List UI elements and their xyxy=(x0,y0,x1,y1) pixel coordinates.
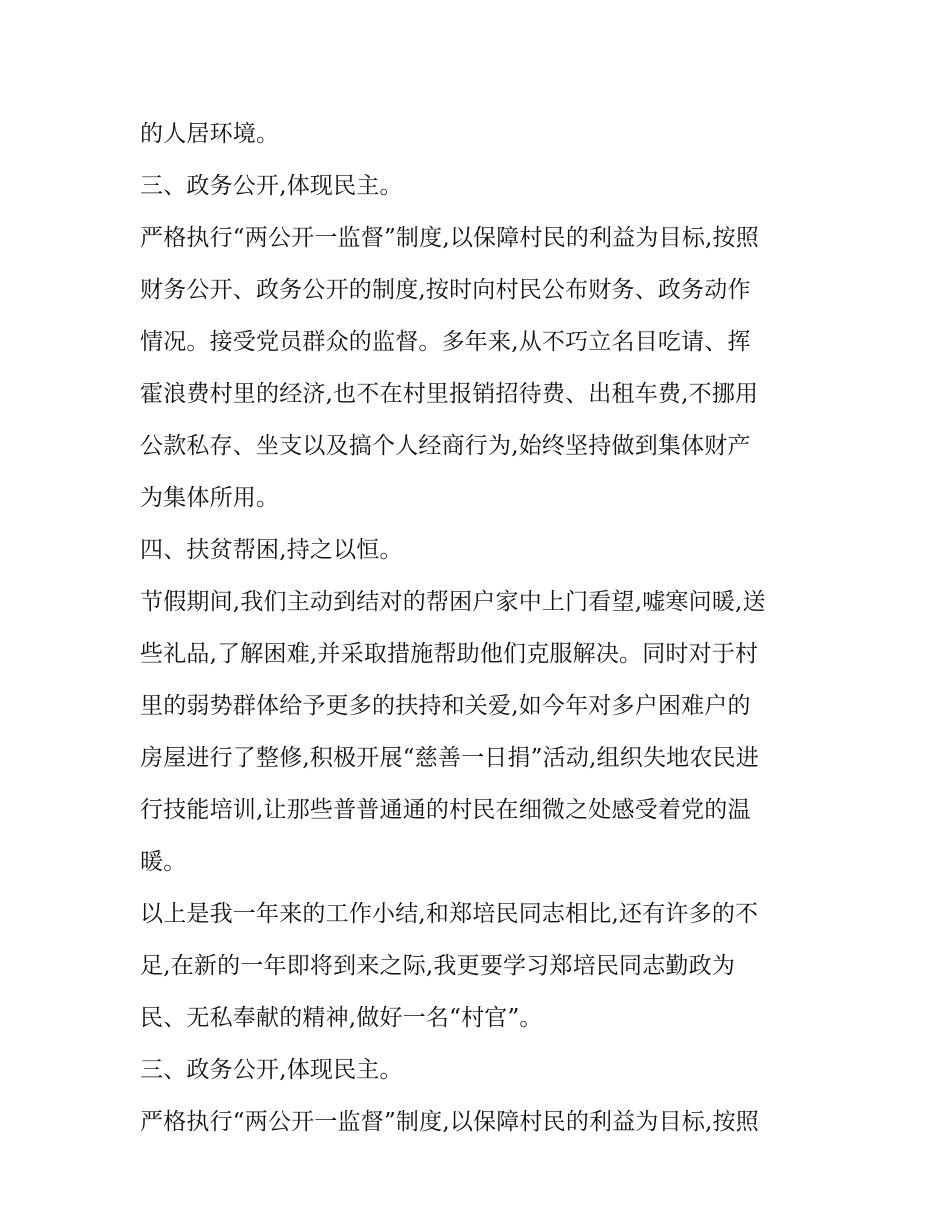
text-line: 严格执行“两公开一监督”制度,以保障村民的利益为目标,按照 xyxy=(140,225,759,251)
text-line: 的人居环境。 xyxy=(140,121,280,147)
text-line: 足,在新的一年即将到来之际,我更要学习郑培民同志勤政为 xyxy=(140,953,736,979)
text-line: 财务公开、政务公开的制度,按时向村民公布财务、政务动作 xyxy=(140,277,751,303)
text-line: 房屋进行了整修,积极开展“慈善一日捐”活动,组织失地农民进 xyxy=(140,745,759,771)
text-line: 些礼品,了解困难,并采取措施帮助他们克服解决。同时对于村 xyxy=(140,641,759,667)
section-heading: 三、政务公开,体现民主。 xyxy=(140,1057,403,1083)
text-line: 行技能培训,让那些普普通通的村民在细微之处感受着党的温 xyxy=(140,797,751,823)
text-line: 情况。接受党员群众的监督。多年来,从不巧立名目吃请、挥 xyxy=(140,329,751,355)
text-line: 里的弱势群体给予更多的扶持和关爱,如今年对多户困难户的 xyxy=(140,693,751,719)
text-line: 为集体所用。 xyxy=(140,485,280,511)
section-heading: 三、政务公开,体现民主。 xyxy=(140,173,403,199)
text-line: 霍浪费村里的经济,也不在村里报销招待费、出租车费,不挪用 xyxy=(140,381,759,407)
text-line: 节假期间,我们主动到结对的帮困户家中上门看望,嘘寒问暖,送 xyxy=(140,589,766,615)
text-line: 以上是我一年来的工作小结,和郑培民同志相比,还有许多的不 xyxy=(140,901,759,927)
text-line: 公款私存、坐支以及搞个人经商行为,始终坚持做到集体财产 xyxy=(140,433,751,459)
text-line: 严格执行“两公开一监督”制度,以保障村民的利益为目标,按照 xyxy=(140,1109,759,1135)
text-line: 暖。 xyxy=(140,849,187,875)
text-line: 民、无私奉献的精神,做好一名“村官”。 xyxy=(140,1005,543,1031)
section-heading: 四、扶贫帮困,持之以恒。 xyxy=(140,537,403,563)
